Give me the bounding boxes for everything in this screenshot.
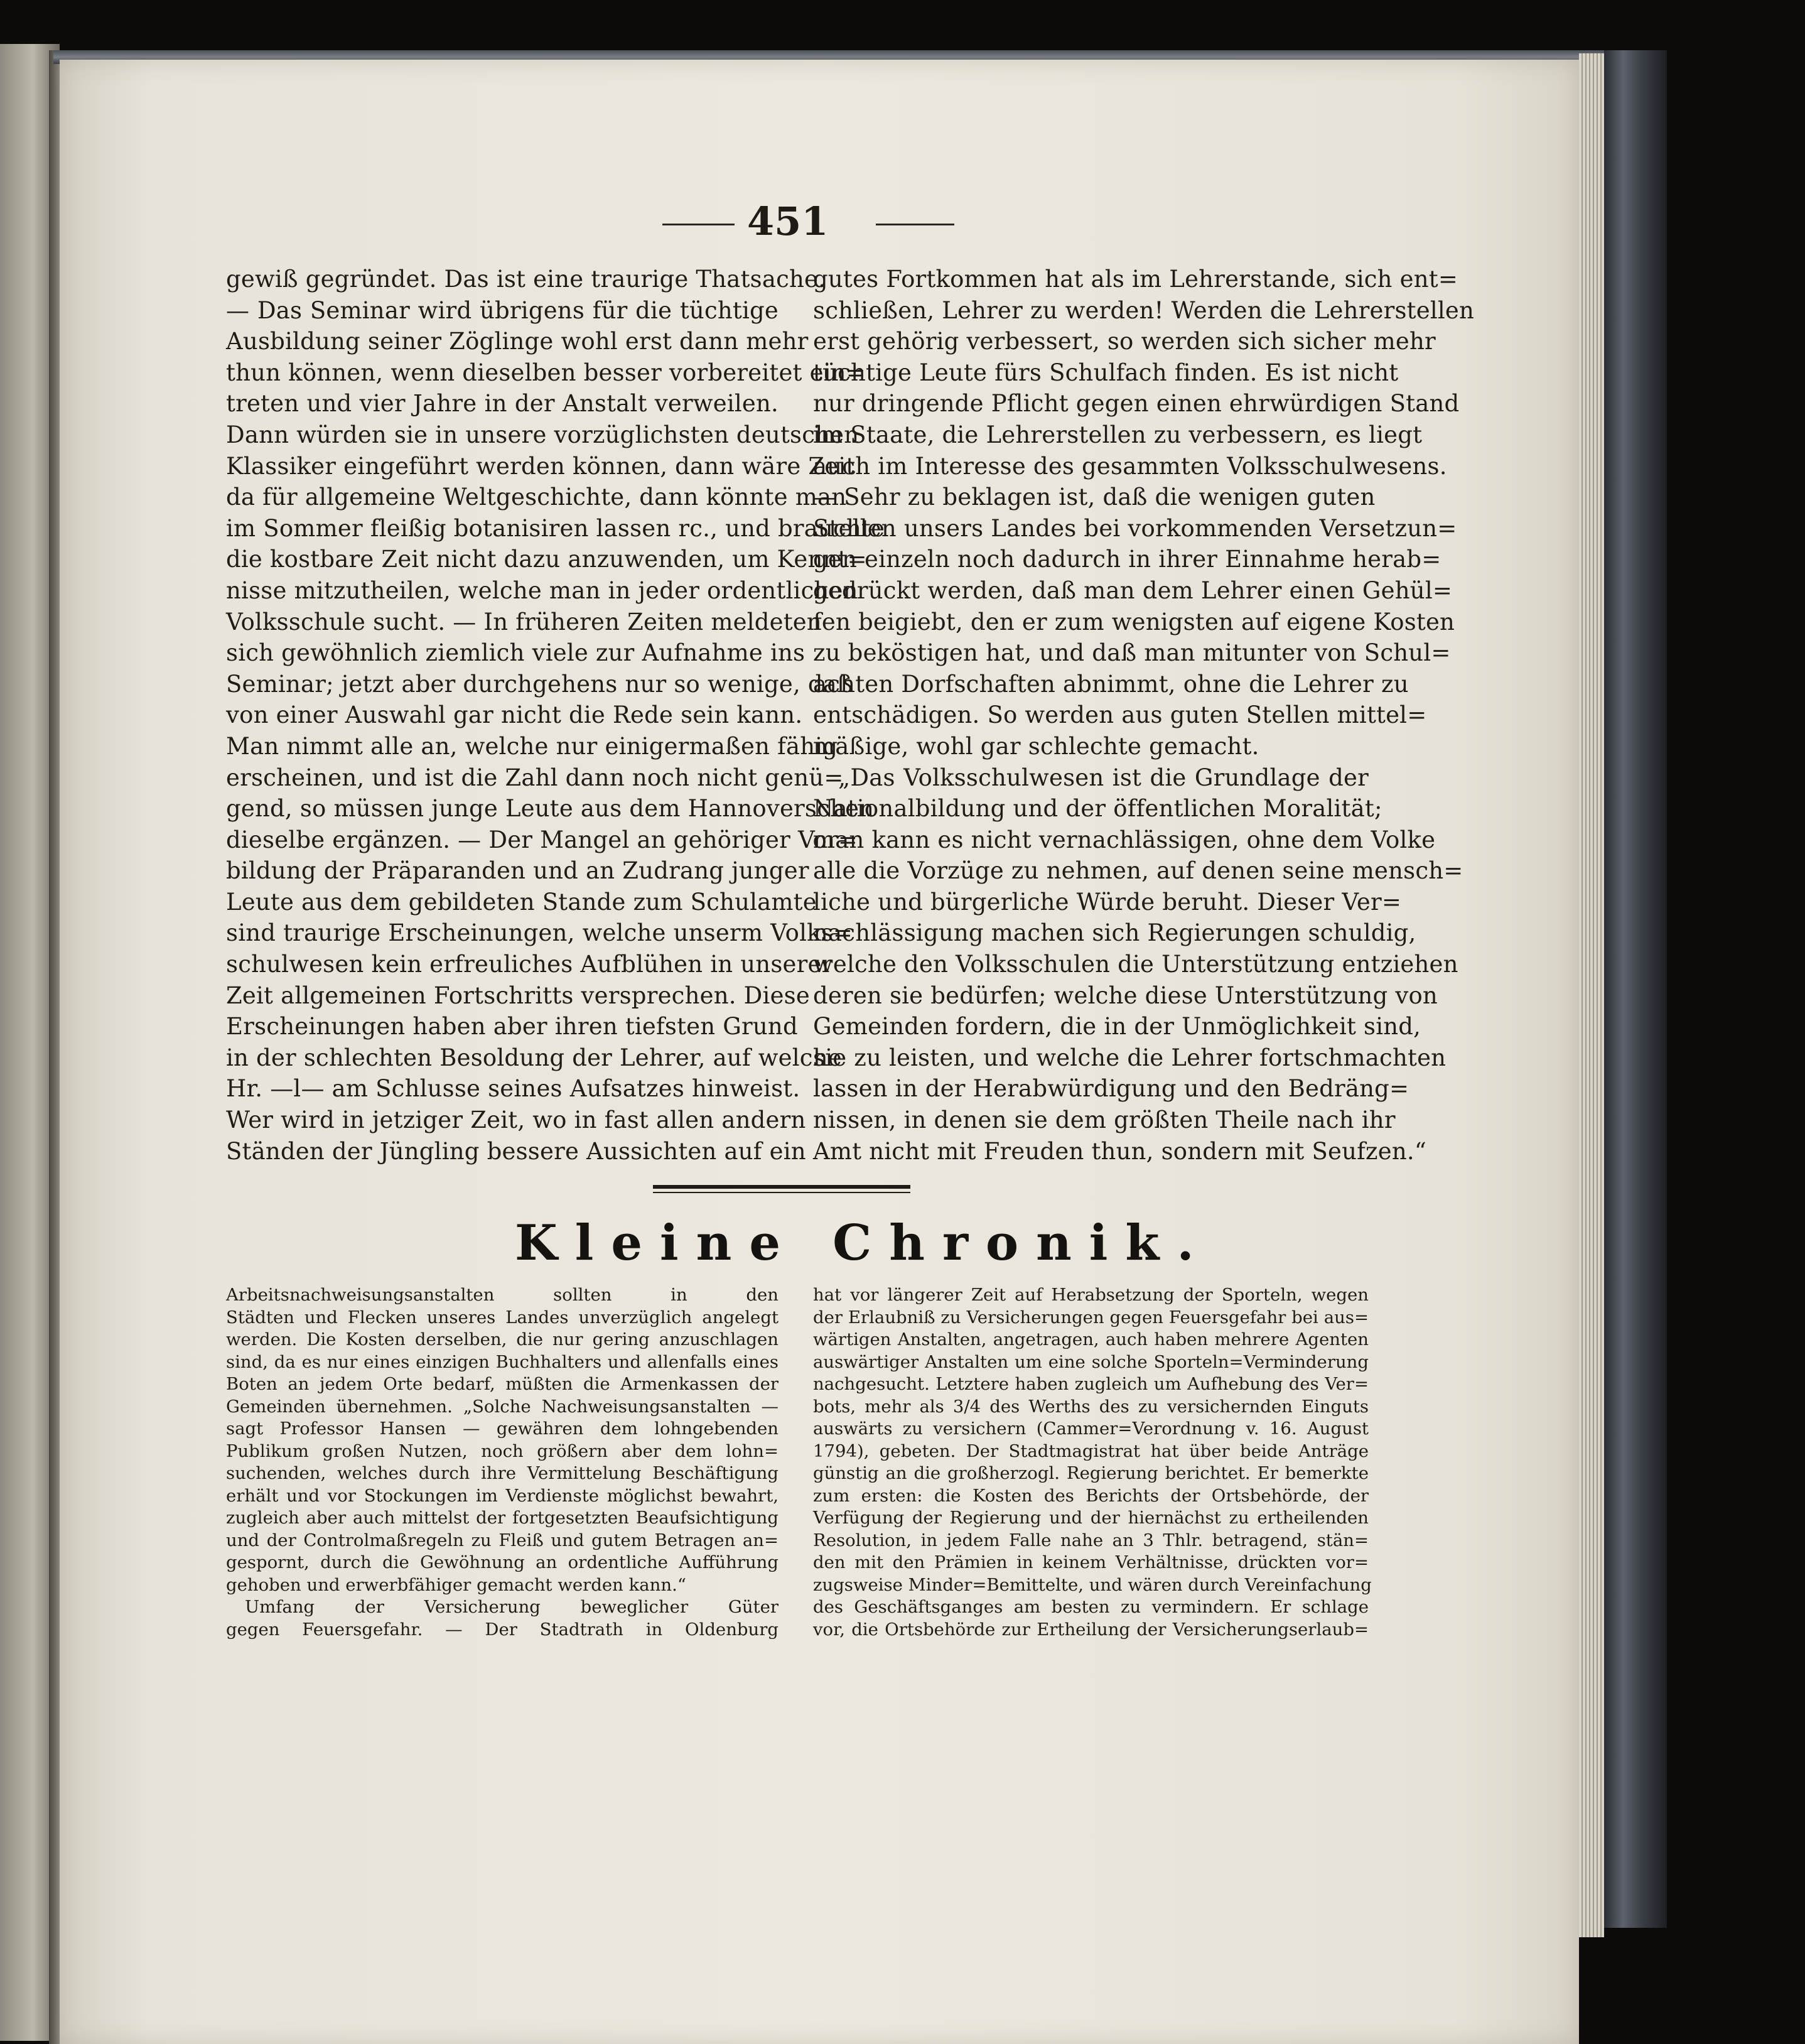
text-line: Verfügung der Regierung und der hiernächst zu ertheilenden	[813, 1508, 1369, 1528]
text-line: auswärtiger Anstalten um eine solche Sporteln=Verminderung	[813, 1351, 1369, 1372]
text-line: sie zu leisten, und welche die Lehrer fortschmachten	[813, 1044, 1447, 1071]
text-line: Seminar; jetzt aber durchgehens nur so wenige, daß	[226, 670, 853, 698]
text-line: Leute aus dem gebildeten Stande zum Schulamte	[226, 888, 817, 916]
text-line: nur dringende Pflicht gegen einen ehrwürdigen Stand	[813, 390, 1460, 418]
text-line: nachgesucht. Letztere haben zugleich um Aufhebung des Ver=	[813, 1374, 1369, 1394]
text-line: gespornt, durch die Gewöhnung an ordentliche Aufführung	[226, 1552, 779, 1572]
text-line: Zeit allgemeinen Fortschritts versprechen. Diese	[226, 981, 810, 1009]
page-number-rule-left	[662, 224, 735, 225]
text-line: sind, da es nur eines einzigen Buchhalters und allenfalls eines	[226, 1351, 779, 1372]
text-line: die kostbare Zeit nicht dazu anzuwenden, um Kennt=	[226, 546, 867, 573]
text-line: Ausbildung seiner Zöglinge wohl erst dann mehr	[226, 328, 809, 355]
text-line: Resolution, in jedem Falle nahe an 3 Thlr. betragend, stän=	[813, 1530, 1369, 1550]
text-line: Ständen der Jüngling bessere Aussichten auf ein	[226, 1137, 806, 1165]
text-line: Erscheinungen haben aber ihren tiefsten Grund	[226, 1013, 798, 1041]
text-line: sich gewöhnlich ziemlich viele zur Aufnahme ins	[226, 639, 806, 667]
text-line: achten Dorfschaften abnimmt, ohne die Lehrer zu	[813, 670, 1409, 698]
text-line: Gemeinden übernehmen. „Solche Nachweisungsanstalten —	[226, 1396, 779, 1417]
text-line: zum ersten: die Kosten des Berichts der Ortsbehörde, der	[813, 1485, 1369, 1506]
text-line: gehoben und erwerbfähiger gemacht werden kann.“	[226, 1574, 686, 1595]
text-line: nisse mitzutheilen, welche man in jeder ordentlichen	[226, 576, 858, 604]
text-line: entschädigen. So werden aus guten Stellen mittel=	[813, 701, 1427, 729]
lower-left-column	[226, 1284, 779, 1641]
text-line: im Staate, die Lehrerstellen zu verbessern, es liegt	[813, 421, 1423, 448]
upper-right-column	[813, 264, 1475, 1167]
text-line: schließen, Lehrer zu werden! Werden die Lehrerstellen	[813, 296, 1475, 324]
text-line: Publikum großen Nutzen, noch größern aber dem lohn=	[226, 1441, 779, 1461]
text-line: gegen Feuersgefahr. — Der Stadtrath in Oldenburg	[226, 1619, 779, 1640]
text-line: zugleich aber auch mittelst der fortgesetzten Beaufsichtigung	[226, 1508, 779, 1528]
text-line: lassen in der Herabwürdigung und den Bedräng=	[813, 1075, 1409, 1103]
text-line: Umfang der Versicherung beweglicher Güter	[245, 1597, 779, 1617]
text-line: Stellen unsers Landes bei vorkommenden Versetzun=	[813, 514, 1457, 542]
text-line: Amt nicht mit Freuden thun, sondern mit Seufzen.“	[813, 1137, 1426, 1165]
text-line: zugsweise Minder=Bemittelte, und wären durch Vereinfachung	[813, 1574, 1372, 1595]
text-line: sind traurige Erscheinungen, welche unserm Volks=	[226, 919, 853, 947]
text-line: treten und vier Jahre in der Anstalt verweilen.	[226, 390, 779, 418]
text-line: schulwesen kein erfreuliches Aufblühen in unserer	[226, 951, 833, 978]
text-line: — Das Seminar wird übrigens für die tüchtige	[226, 296, 779, 324]
text-line: vor, die Ortsbehörde zur Ertheilung der Versicherungserlaub=	[813, 1619, 1369, 1640]
text-line: man kann es nicht vernachlässigen, ohne dem Volke	[813, 826, 1436, 853]
text-line: nachlässigung machen sich Regierungen schuldig,	[813, 919, 1416, 947]
text-line: 1794), gebeten. Der Stadtmagistrat hat über beide Anträge	[813, 1441, 1369, 1461]
text-line: liche und bürgerliche Würde beruht. Dieser Ver=	[813, 888, 1402, 916]
text-line: tüchtige Leute fürs Schulfach finden. Es ist nicht	[813, 359, 1399, 386]
section-divider-thick	[653, 1185, 910, 1189]
text-line: von einer Auswahl gar nicht die Rede sein kann.	[226, 701, 803, 729]
text-line: Boten an jedem Orte bedarf, müßten die Armenkassen der	[226, 1374, 779, 1394]
text-line: zu beköstigen hat, und daß man mitunter von Schul=	[813, 639, 1451, 667]
text-line: erscheinen, und ist die Zahl dann noch nicht genü=	[226, 764, 844, 791]
text-line: da für allgemeine Weltgeschichte, dann könnte man	[226, 484, 847, 511]
text-line: gend, so müssen junge Leute aus dem Hannoverschen	[226, 795, 875, 823]
page-number: 451	[747, 198, 829, 244]
text-line: fen beigiebt, den er zum wenigsten auf eigene Kosten	[813, 608, 1455, 635]
text-line: Arbeitsnachweisungsanstalten sollten in den	[226, 1285, 779, 1305]
text-line: gutes Fortkommen hat als im Lehrerstande, sich ent=	[813, 266, 1458, 293]
section-divider-thin	[653, 1192, 910, 1193]
text-line: nissen, in denen sie dem größten Theile nach ihr	[813, 1106, 1396, 1134]
text-line: thun können, wenn dieselben besser vorbereitet ein=	[226, 359, 866, 386]
text-line: im Sommer fleißig botanisiren lassen rc., und brauchte	[226, 514, 885, 542]
text-line: werden. Die Kosten derselben, die nur gering anzuschlagen	[226, 1329, 779, 1349]
text-line: Dann würden sie in unsere vorzüglichsten deutschen	[226, 421, 859, 448]
text-line: auswärts zu versichern (Cammer=Verordnung v. 16. August	[813, 1419, 1369, 1439]
text-line: sagt Professor Hansen — gewähren dem lohngebenden	[226, 1419, 779, 1439]
text-line: auch im Interesse des gesammten Volksschulwesens.	[813, 452, 1447, 480]
text-line: alle die Vorzüge zu nehmen, auf denen seine mensch=	[813, 857, 1463, 885]
text-line: Klassiker eingeführt werden können, dann wäre Zeit	[226, 452, 856, 480]
text-line: gedrückt werden, daß man dem Lehrer einen Gehül=	[813, 576, 1453, 604]
text-line: gewiß gegründet. Das ist eine traurige Thatsache.	[226, 266, 826, 293]
text-line: deren sie bedürfen; welche diese Unterstützung von	[813, 981, 1438, 1009]
upper-left-column	[226, 264, 885, 1167]
text-line: Man nimmt alle an, welche nur einigermaßen fähig	[226, 732, 838, 760]
text-line: Gemeinden fordern, die in der Unmöglichkeit sind,	[813, 1013, 1421, 1041]
text-line: Volksschule sucht. — In früheren Zeiten meldeten	[226, 608, 822, 635]
text-line: der Erlaubniß zu Versicherungen gegen Feuersgefahr bei aus=	[813, 1307, 1369, 1328]
text-line: in der schlechten Besoldung der Lehrer, auf welche	[226, 1044, 842, 1071]
section-heading: Kleine Chronik.	[515, 1214, 1212, 1272]
text-line: Hr. —l— am Schlusse seines Aufsatzes hinweist.	[226, 1075, 800, 1103]
page-number-rule-right	[876, 224, 954, 225]
text-line: Wer wird in jetziger Zeit, wo in fast allen andern	[226, 1106, 806, 1134]
text-line: günstig an die großherzogl. Regierung berichtet. Er bemerkte	[813, 1463, 1369, 1483]
text-line: — Sehr zu beklagen ist, daß die wenigen guten	[813, 484, 1376, 511]
text-line: und der Controlmaßregeln zu Fleiß und gutem Betragen an=	[226, 1530, 779, 1550]
text-line: wärtigen Anstalten, angetragen, auch haben mehrere Agenten	[813, 1329, 1369, 1349]
text-line: bildung der Präparanden und an Zudrang junger	[226, 857, 809, 885]
text-line: gen einzeln noch dadurch in ihrer Einnahme herab=	[813, 546, 1441, 573]
text-line: suchenden, welches durch ihre Vermittelung Beschäftigung	[226, 1463, 779, 1483]
text-line: hat vor längerer Zeit auf Herabsetzung der Sporteln, wegen	[813, 1285, 1369, 1305]
text-line: „Das Volksschulwesen ist die Grundlage der	[838, 764, 1369, 791]
text-line: des Geschäftsganges am besten zu vermindern. Er schlage	[813, 1597, 1369, 1617]
text-line: Städten und Flecken unseres Landes unverzüglich angelegt	[226, 1307, 779, 1328]
text-line: erst gehörig verbessert, so werden sich sicher mehr	[813, 328, 1436, 355]
text-line: Nationalbildung und der öffentlichen Moralität;	[813, 795, 1382, 823]
text-line: erhält und vor Stockungen im Verdienste möglichst bewahrt,	[226, 1485, 779, 1506]
text-line: mäßige, wohl gar schlechte gemacht.	[813, 732, 1259, 760]
text-line: dieselbe ergänzen. — Der Mangel an gehöriger Vor=	[226, 826, 858, 853]
lower-right-column	[813, 1284, 1372, 1641]
text-line: bots, mehr als 3/4 des Werths des zu versichernden Einguts	[813, 1396, 1369, 1417]
text-line: welche den Volksschulen die Unterstützung entziehen	[813, 951, 1458, 978]
text-line: den mit den Prämien in keinem Verhältnisse, drückten vor=	[813, 1552, 1369, 1572]
